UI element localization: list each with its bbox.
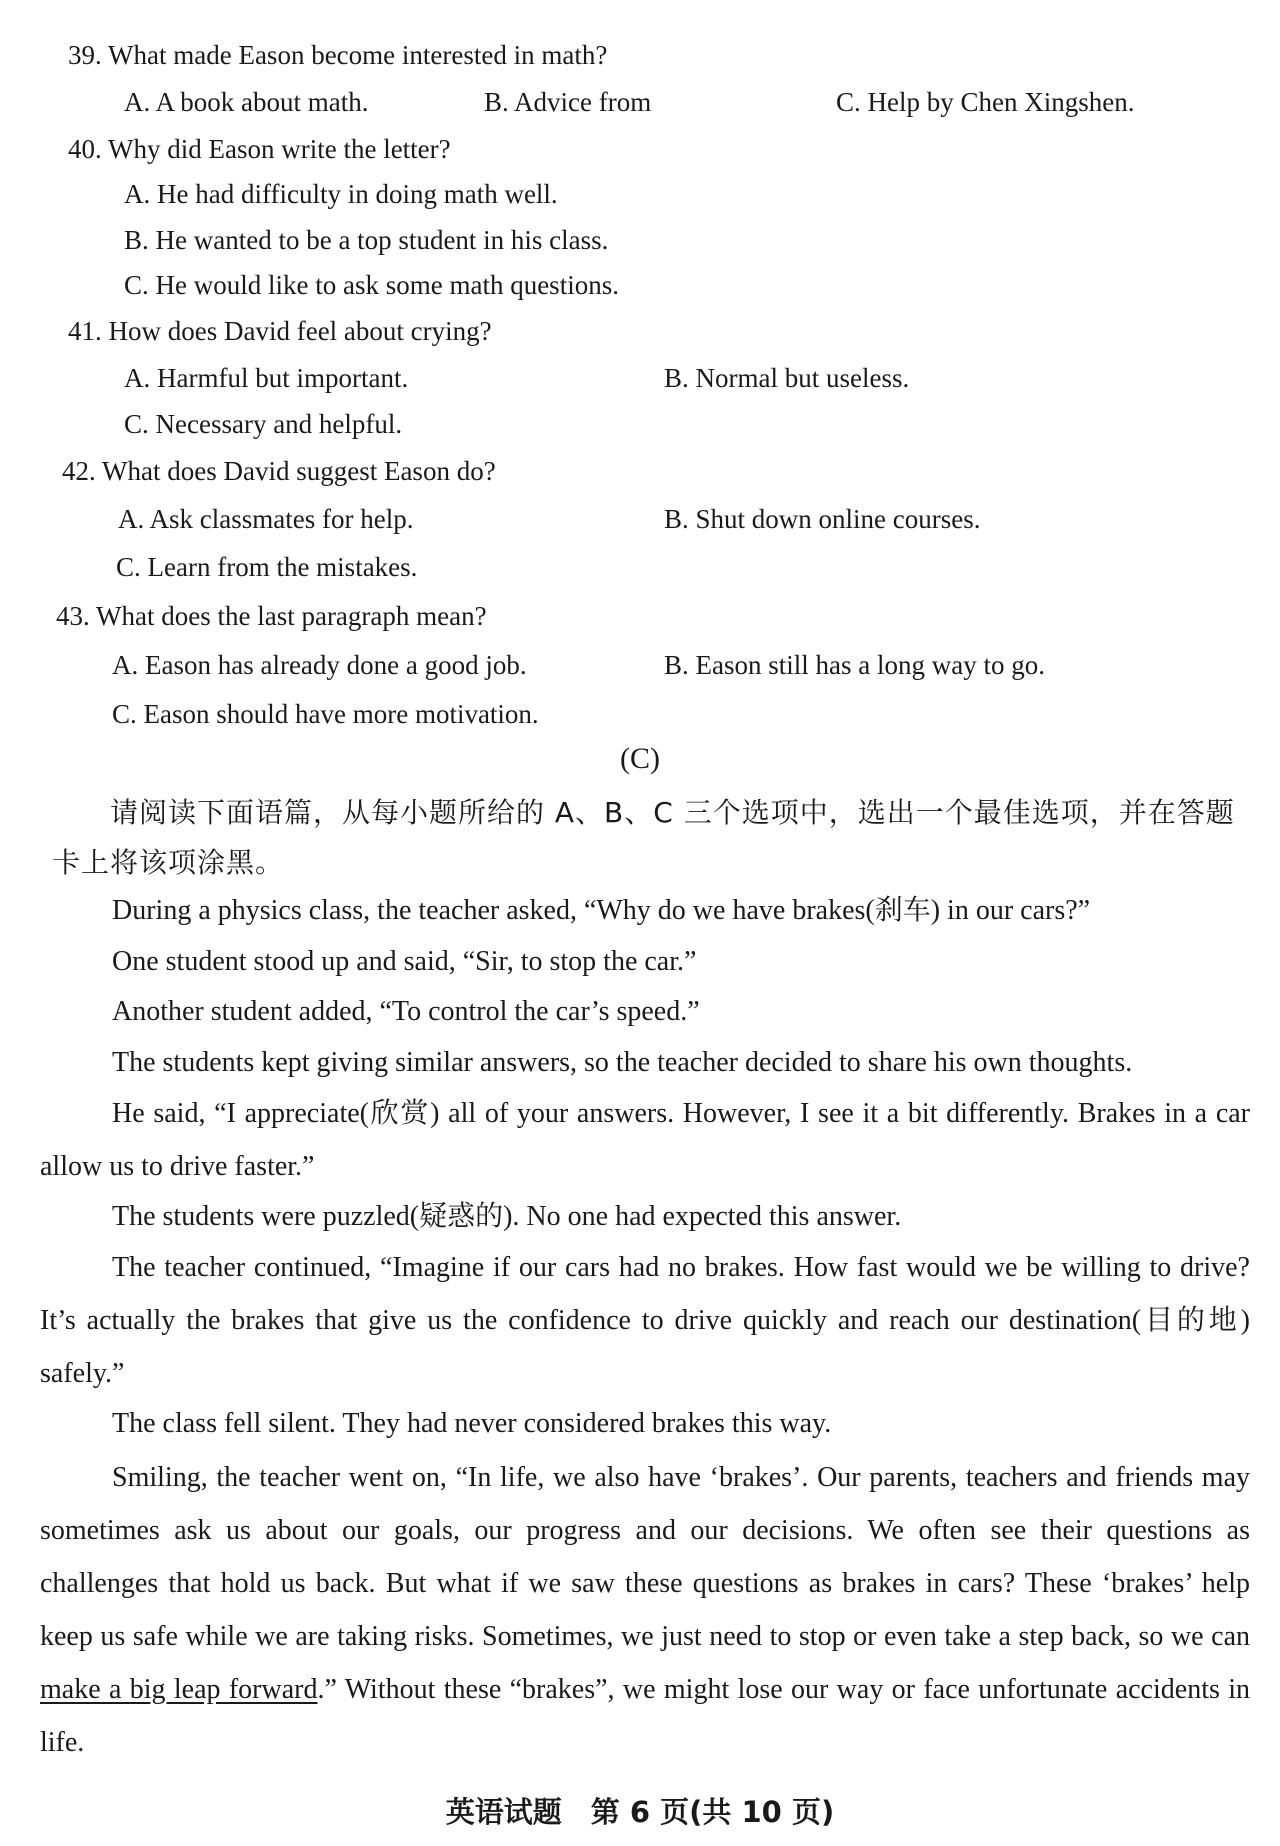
question-text: What does David suggest Eason do?	[102, 456, 496, 486]
passage-paragraph-6: The students were puzzled(疑惑的). No one had expected this answer.	[112, 1201, 902, 1232]
option-43-b: B. Eason still has a long way to go.	[664, 650, 1045, 680]
question-number: 42.	[62, 456, 96, 486]
question-number: 41.	[68, 316, 102, 346]
question-text: What made Eason become interested in math?	[108, 40, 608, 70]
option-40-a: A. He had difficulty in doing math well.	[124, 179, 558, 209]
option-39-a: A. A book about math.	[124, 87, 369, 117]
question-42-stem	[62, 456, 496, 487]
question-number: 43.	[56, 601, 90, 631]
passage-paragraph-9-start: Smiling, the teacher went on, “In life, we also have ‘brakes’. Our parents, teachers and friends may sometimes ask us about our goals, our progress and our decisions. We often see their questions as challenges that hold us back. But what if we saw these questions as brakes in cars? These ‘brakes’ help keep us safe while we are taking risks. Sometimes, we just need to stop or even take a step back, so we can	[40, 1462, 1250, 1652]
question-text: How does David feel about crying?	[108, 316, 492, 346]
page-footer: 英语试题 第 6 页(共 10 页)	[445, 1795, 835, 1829]
option-40-b: B. He wanted to be a top student in his class.	[124, 225, 609, 255]
option-41-b: B. Normal but useless.	[664, 363, 910, 393]
question-39-stem	[68, 40, 607, 71]
passage-paragraph-7: The teacher continued, “Imagine if our cars had no brakes. How fast would we be willing to drive? It’s actually the brakes that give us the confidence to drive quickly and reach our destination(目的地) safely.”	[40, 1252, 1250, 1389]
question-41-stem	[68, 316, 492, 347]
option-39-c: C. Help by Chen Xingshen.	[836, 87, 1135, 117]
passage-paragraph-1: During a physics class, the teacher asked, “Why do we have brakes(刹车) in our cars?”	[112, 895, 1091, 926]
passage-paragraph-2: One student stood up and said, “Sir, to stop the car.”	[112, 946, 697, 977]
passage-paragraph-3: Another student added, “To control the car’s speed.”	[112, 996, 700, 1027]
option-41-a: A. Harmful but important.	[124, 363, 409, 393]
underlined-phrase: make a big leap forward	[40, 1674, 318, 1705]
option-43-c: C. Eason should have more motivation.	[112, 699, 539, 729]
question-number: 39.	[68, 40, 102, 70]
question-text: Why did Eason write the letter?	[108, 134, 451, 164]
question-43-stem	[56, 601, 487, 632]
instruction-text: 请阅读下面语篇，从每小题所给的 A、B、C 三个选项中，选出一个最佳选项，并在答题卡上将该项涂黑。	[52, 796, 1235, 879]
question-40-stem	[68, 134, 451, 165]
option-39-b: B. Advice from	[484, 87, 652, 117]
option-43-a: A. Eason has already done a good job.	[112, 650, 527, 680]
option-42-c: C. Learn from the mistakes.	[116, 552, 418, 582]
question-text: What does the last paragraph mean?	[96, 601, 487, 631]
passage-paragraph-9-end: .” Without these “brakes”, we might lose our way or face unfortunate accidents in life.	[40, 1674, 1250, 1758]
option-42-a: A. Ask classmates for help.	[118, 504, 414, 534]
section-title: (C)	[620, 742, 660, 775]
question-number: 40.	[68, 134, 102, 164]
option-42-b: B. Shut down online courses.	[664, 504, 981, 534]
passage-paragraph-4: The students kept giving similar answers, so the teacher decided to share his own thoughts.	[112, 1047, 1133, 1078]
option-40-c: C. He would like to ask some math questions.	[124, 270, 619, 300]
passage-paragraph-8: The class fell silent. They had never considered brakes this way.	[112, 1408, 832, 1439]
option-41-c: C. Necessary and helpful.	[124, 409, 403, 439]
passage-paragraph-9	[40, 1451, 1250, 1769]
passage-paragraph-5: He said, “I appreciate(欣赏) all of your answers. However, I see it a bit differently. Brakes in a car allow us to drive faster.”	[40, 1098, 1250, 1182]
